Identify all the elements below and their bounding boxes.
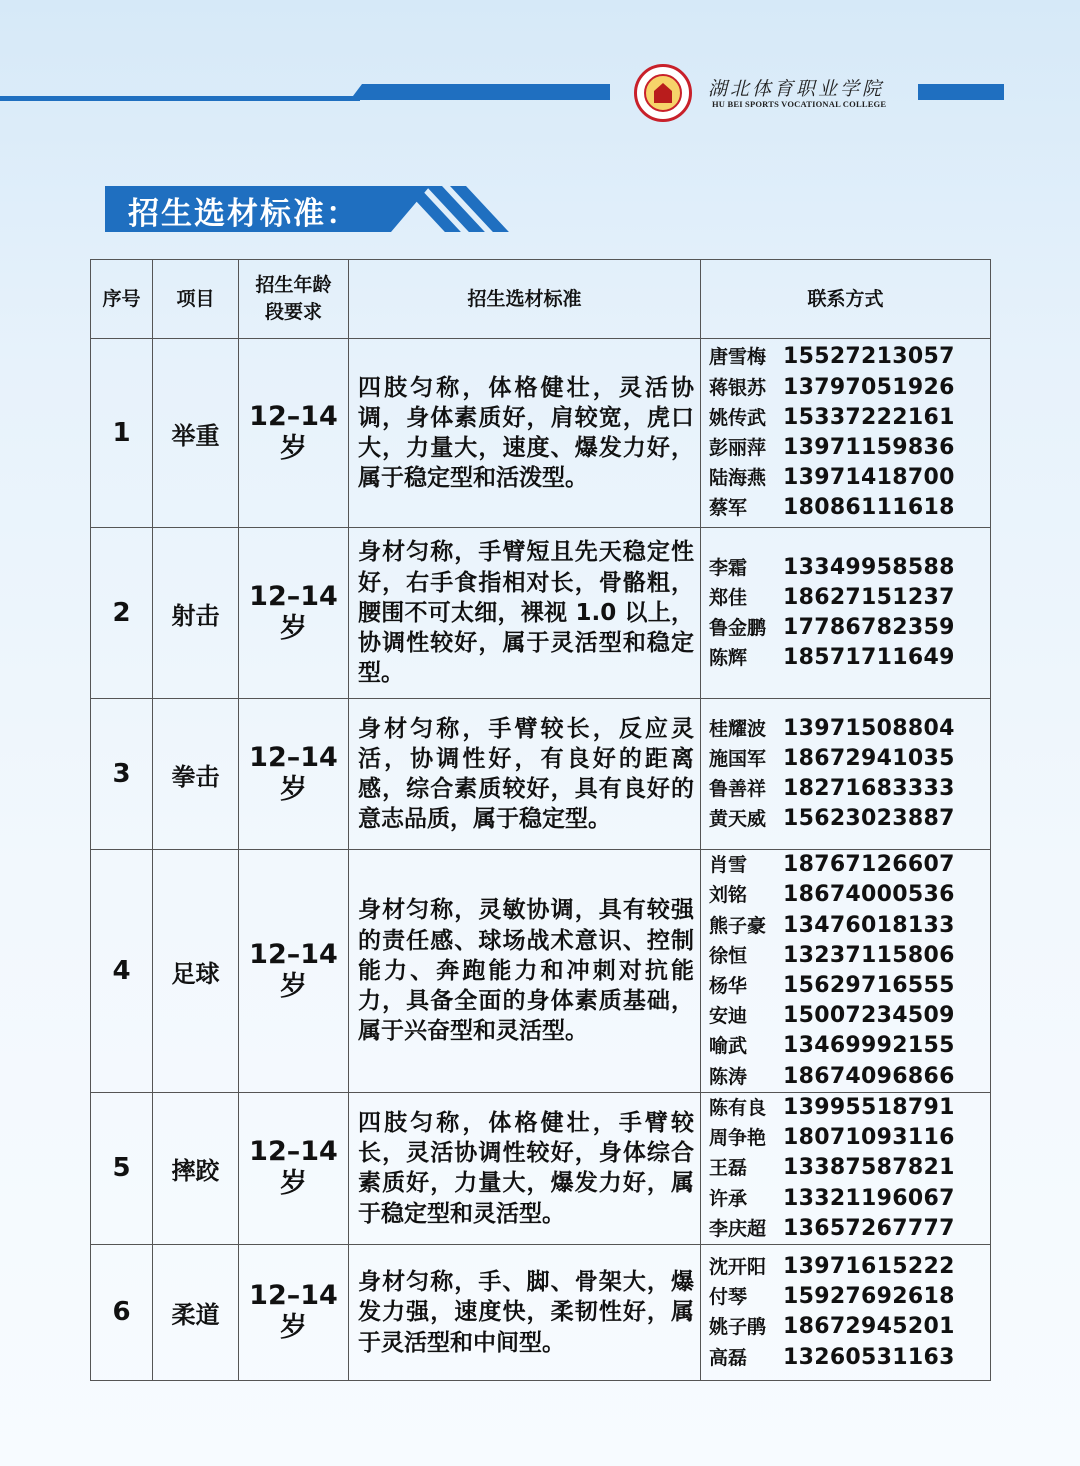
row-age [239, 339, 349, 528]
college-name-cn: 湖北体育职业学院 [708, 78, 885, 100]
table-row [91, 339, 991, 528]
row-standard: 四肢匀称，体格健壮，灵活协调，身体素质好，肩较宽，虎口大，力量大，速度、爆发力好，属于稳定型和活泼型。 [349, 339, 701, 528]
header-bar-right [918, 84, 1004, 100]
age-unit: 岁 [280, 774, 307, 805]
table-row [91, 528, 991, 699]
contact-name: 肖雪 [709, 854, 748, 877]
row-project: 足球 [153, 850, 239, 1093]
contact-entry [709, 643, 990, 673]
contact-phone: 13971615222 [783, 1254, 955, 1280]
contact-entry [709, 850, 990, 880]
recruitment-table [90, 259, 991, 1381]
age-range: 12–14 [249, 742, 338, 773]
contact-entry [709, 403, 990, 433]
contact-phone: 13971159836 [783, 435, 955, 460]
row-index: 2 [91, 528, 153, 699]
contact-name: 喻武 [709, 1035, 748, 1058]
contact-entry [709, 1282, 990, 1312]
contact-name: 姚传武 [709, 406, 767, 429]
contact-name: 李庆超 [709, 1217, 767, 1240]
header-bar [350, 84, 610, 100]
contact-phone: 13797051926 [783, 374, 955, 400]
contact-phone: 17786782359 [783, 615, 955, 640]
contact-name: 高磊 [709, 1346, 748, 1369]
age-unit: 岁 [280, 1312, 307, 1344]
contact-name: 付琴 [709, 1286, 748, 1309]
contact-phone: 13237115806 [783, 942, 955, 968]
contact-entry [709, 971, 990, 1001]
contact-entry [709, 880, 990, 910]
contact-name: 沈开阳 [709, 1256, 767, 1279]
contact-entry [709, 1001, 990, 1031]
age-range: 12–14 [249, 939, 338, 970]
row-age [239, 528, 349, 699]
header-contact: 联系方式 [701, 260, 991, 339]
row-project: 柔道 [153, 1244, 239, 1380]
contact-phone: 13476018133 [783, 912, 955, 938]
row-age [239, 699, 349, 850]
age-range: 12–14 [249, 581, 338, 612]
contact-phone: 18674000536 [783, 882, 955, 908]
contact-name: 陈涛 [709, 1065, 748, 1088]
header-standard: 招生选材标准 [349, 260, 701, 339]
contact-entry [709, 342, 990, 372]
contact-entry [709, 583, 990, 613]
contact-name: 许承 [709, 1187, 748, 1210]
contact-phone: 18767126607 [783, 852, 955, 878]
contact-name: 桂耀波 [709, 717, 767, 740]
contact-phone: 18071093116 [783, 1125, 955, 1151]
contact-name: 黄天威 [709, 808, 767, 831]
contact-name: 王磊 [709, 1157, 748, 1180]
contact-phone: 13469992155 [783, 1033, 955, 1059]
contact-phone: 13349958588 [783, 554, 955, 580]
contact-entry [709, 1153, 990, 1183]
contact-phone: 18672941035 [783, 745, 955, 771]
contact-name: 施国军 [709, 747, 767, 770]
contact-phone: 13971418700 [783, 465, 955, 491]
row-index: 4 [91, 850, 153, 1093]
contact-entry [709, 1123, 990, 1153]
table-row [91, 1244, 991, 1380]
contact-entry [709, 433, 990, 463]
contact-entry [709, 911, 990, 941]
row-age [239, 1093, 349, 1245]
contact-entry [709, 1343, 990, 1373]
contact-entry [709, 613, 990, 643]
row-standard: 四肢匀称，体格健壮，手臂较长，灵活协调性较好，身体综合素质好，力量大，爆发力好，属于稳定型和灵活型。 [349, 1093, 701, 1245]
college-name-en: HU BEI SPORTS VOCATIONAL COLLEGE [712, 99, 887, 109]
contact-phone: 13387587821 [783, 1155, 955, 1181]
contact-name: 蒋银苏 [709, 376, 767, 399]
contact-name: 鲁善祥 [709, 778, 767, 800]
contact-phone: 15629716555 [783, 973, 955, 998]
row-index: 6 [91, 1244, 153, 1380]
contact-name: 刘铭 [709, 884, 748, 907]
age-range: 12–14 [249, 1280, 338, 1312]
contact-phone: 15927692618 [783, 1284, 955, 1310]
row-age [239, 1244, 349, 1380]
contact-phone: 18271683333 [783, 776, 955, 801]
row-contacts [701, 850, 991, 1093]
contact-entry [709, 774, 990, 804]
contact-entry [709, 941, 990, 971]
row-standard: 身材匀称，手、脚、骨架大，爆发力强，速度快，柔韧性好，属于灵活型和中间型。 [349, 1244, 701, 1380]
contact-phone: 13971508804 [783, 715, 955, 741]
contact-phone: 18086111618 [783, 495, 955, 521]
contact-name: 郑佳 [709, 586, 748, 609]
row-index: 5 [91, 1093, 153, 1245]
contact-name: 安迪 [709, 1005, 748, 1028]
contact-name: 陆海燕 [709, 467, 767, 490]
contact-phone: 15623023887 [783, 806, 955, 832]
age-unit: 岁 [280, 971, 307, 1002]
contact-phone: 18672945201 [783, 1314, 955, 1340]
contact-entry [709, 1062, 990, 1092]
header-index: 序号 [91, 260, 153, 339]
contact-entry [709, 804, 990, 834]
contact-entry [709, 373, 990, 403]
contact-entry [709, 714, 990, 744]
contact-name: 熊子豪 [709, 914, 767, 937]
row-project: 拳击 [153, 699, 239, 850]
table-row [91, 699, 991, 850]
contact-phone: 15007234509 [783, 1003, 955, 1029]
contact-phone: 13995518791 [783, 1095, 955, 1120]
contact-name: 蔡军 [709, 497, 748, 520]
row-contacts [701, 339, 991, 528]
contact-entry [709, 1214, 990, 1244]
header-line [0, 96, 360, 101]
row-standard: 身材匀称，手臂短且先天稳定性好，右手食指相对长，骨骼粗，腰围不可太细，裸视 1.0 以上，协调性较好，属于灵活型和稳定型。 [349, 528, 701, 699]
college-logo-icon [634, 64, 692, 122]
contact-name: 鲁金鹏 [709, 617, 767, 639]
section-title: 招生选材标准： [128, 196, 359, 232]
row-contacts [701, 1093, 991, 1245]
contact-name: 徐恒 [709, 944, 748, 967]
contact-phone: 15337222161 [783, 404, 955, 430]
row-contacts [701, 1244, 991, 1380]
contact-name: 唐雪梅 [709, 346, 767, 369]
contact-entry [709, 1093, 990, 1123]
contact-name: 彭丽萍 [709, 437, 767, 459]
contact-entry [709, 1184, 990, 1214]
contact-phone: 18571711649 [783, 645, 955, 671]
row-index: 3 [91, 699, 153, 850]
table-row [91, 850, 991, 1093]
contact-entry [709, 493, 990, 523]
contact-entry [709, 1312, 990, 1342]
row-index: 1 [91, 339, 153, 528]
contact-phone: 15527213057 [783, 344, 955, 370]
age-range: 12–14 [249, 401, 338, 432]
contact-entry [709, 744, 990, 774]
table-row [91, 1093, 991, 1245]
contact-entry [709, 553, 990, 583]
contact-phone: 13657267777 [783, 1215, 955, 1241]
contact-phone: 18674096866 [783, 1063, 955, 1089]
age-unit: 岁 [280, 613, 307, 644]
header-project: 项目 [153, 260, 239, 339]
contact-name: 周争艳 [709, 1127, 767, 1150]
contact-entry [709, 1031, 990, 1061]
row-project: 射击 [153, 528, 239, 699]
age-unit: 岁 [280, 1168, 307, 1200]
contact-name: 陈有良 [709, 1097, 767, 1119]
row-standard: 身材匀称，手臂较长，反应灵活，协调性好，有良好的距离感，综合素质较好，具有良好的意志品质，属于稳定型。 [349, 699, 701, 850]
age-range: 12–14 [249, 1136, 338, 1168]
contact-entry [709, 1252, 990, 1282]
contact-name: 李霜 [709, 556, 748, 579]
row-contacts [701, 528, 991, 699]
header-age: 招生年龄 段要求 [239, 260, 349, 339]
contact-name: 陈辉 [709, 647, 748, 670]
row-age [239, 850, 349, 1093]
contact-phone: 18627151237 [783, 584, 955, 610]
contact-phone: 13321196067 [783, 1185, 955, 1211]
contact-phone: 13260531163 [783, 1344, 955, 1370]
contact-name: 杨华 [709, 975, 748, 997]
row-project: 举重 [153, 339, 239, 528]
row-standard: 身材匀称，灵敏协调，具有较强的责任感、球场战术意识、控制能力、奔跑能力和冲刺对抗能力，具备全面的身体素质基础，属于兴奋型和灵活型。 [349, 850, 701, 1093]
contact-name: 姚子鹃 [709, 1316, 767, 1339]
age-unit: 岁 [280, 433, 307, 464]
contact-entry [709, 463, 990, 493]
row-project: 摔跤 [153, 1093, 239, 1245]
row-contacts [701, 699, 991, 850]
table-header-row [91, 260, 991, 339]
